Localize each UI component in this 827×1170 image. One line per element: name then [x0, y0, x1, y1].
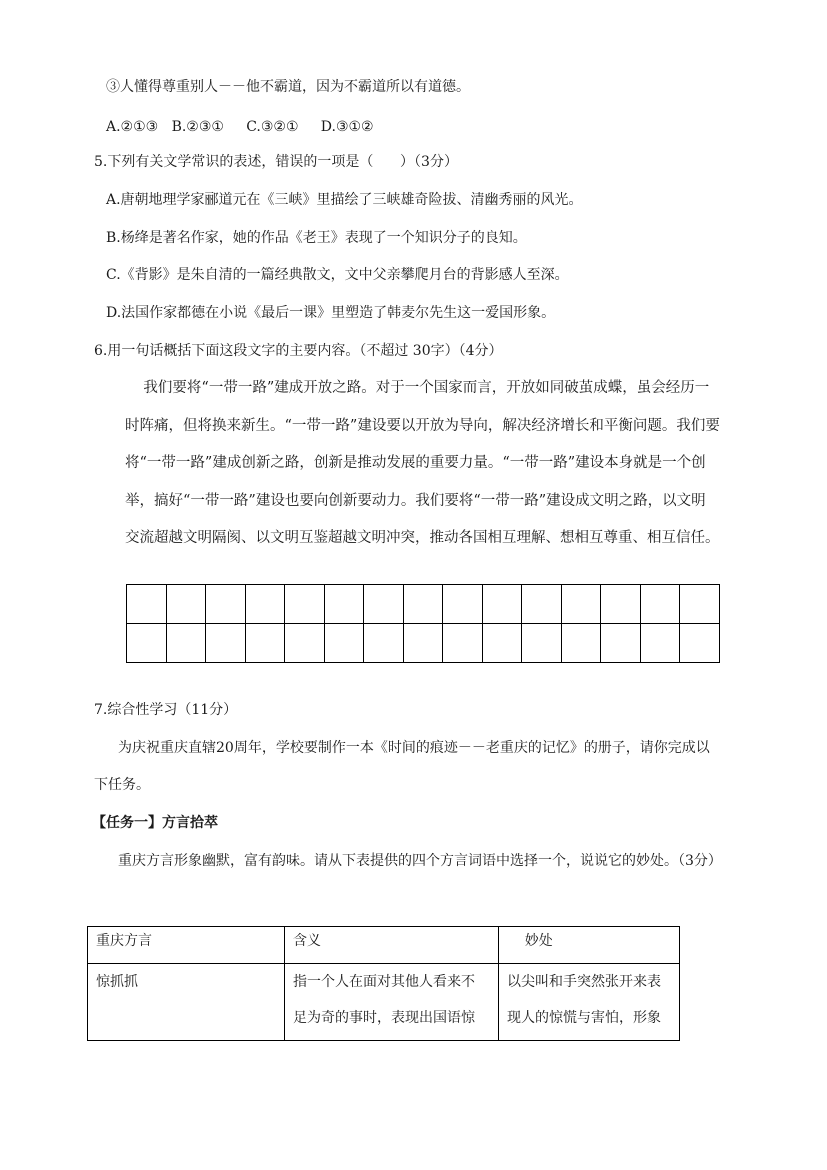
answer-cell[interactable] — [522, 585, 562, 624]
passage-line: 举，搞好“一带一路”建设也要向创新要动力。我们要将“一带一路”建设成文明之路，以文明 — [125, 492, 706, 509]
passage-line: 我们要将“一带一路”建成开放之路。对于一个国家而言，开放如同破茧成蝶，虽会经历一 — [125, 380, 710, 396]
answer-cell[interactable] — [522, 624, 562, 663]
answer-grid — [126, 584, 720, 663]
answer-cell[interactable] — [561, 624, 601, 663]
answer-cell[interactable] — [482, 585, 522, 624]
answer-cell[interactable] — [482, 624, 522, 663]
answer-cell[interactable] — [166, 585, 206, 624]
meaning-cell — [285, 964, 499, 1041]
task1-text: 重庆方言形象幽默，富有韵味。请从下表提供的四个方言词语中选择一个，说说它的妙处。（3分） — [118, 853, 722, 869]
meaning-line: 指一个人在面对其他人看来不 — [293, 974, 475, 990]
q4-item3: ③人懂得尊重别人－－他不霸道，因为不霸道所以有道德。 — [106, 79, 470, 95]
answer-cell[interactable] — [324, 585, 364, 624]
answer-cell[interactable] — [285, 585, 325, 624]
q5-option-c: C.《背影》是朱自清的一篇经典散文，文中父亲攀爬月台的背影感人至深。 — [106, 267, 569, 283]
answer-cell[interactable] — [601, 624, 641, 663]
q5-option-b: B.杨绛是著名作家，她的作品《老王》表现了一个知识分子的良知。 — [106, 230, 527, 246]
answer-cell[interactable] — [206, 585, 246, 624]
answer-cell[interactable] — [324, 624, 364, 663]
header-dialect: 重庆方言 — [88, 927, 285, 964]
header-merit: 妙处 — [499, 927, 680, 964]
answer-cell[interactable] — [245, 585, 285, 624]
answer-cell[interactable] — [403, 585, 443, 624]
merit-line: 以尖叫和手突然张开来表 — [507, 974, 661, 990]
answer-cell[interactable] — [245, 624, 285, 663]
table-row — [88, 964, 680, 1041]
answer-grid-row — [127, 624, 720, 663]
answer-cell[interactable] — [640, 624, 680, 663]
q6-passage — [125, 370, 725, 558]
answer-cell[interactable] — [443, 624, 483, 663]
q7-intro-line: 下任务。 — [94, 777, 150, 793]
answer-cell[interactable] — [364, 585, 404, 624]
merit-cell — [499, 964, 680, 1041]
dialect-cell: 惊抓抓 — [88, 964, 285, 1041]
answer-cell[interactable] — [443, 585, 483, 624]
q5-stem: 5.下列有关文学常识的表述，错误的一项是（ ）（3分） — [94, 154, 458, 170]
answer-cell[interactable] — [127, 585, 167, 624]
q7-stem: 7.综合性学习（11分） — [94, 702, 238, 718]
answer-cell[interactable] — [166, 624, 206, 663]
meaning-line: 足为奇的事时，表现出国语惊 — [293, 1010, 475, 1026]
task1-title: 【任务一】方言拾萃 — [92, 815, 218, 831]
answer-cell[interactable] — [680, 585, 720, 624]
answer-cell[interactable] — [601, 585, 641, 624]
answer-cell[interactable] — [206, 624, 246, 663]
answer-cell[interactable] — [127, 624, 167, 663]
answer-cell[interactable] — [285, 624, 325, 663]
passage-line: 交流超越文明隔阂、以文明互鉴超越文明冲突，推动各国相互理解、想相互尊重、相互信任。 — [125, 530, 720, 547]
answer-cell[interactable] — [640, 585, 680, 624]
q4-options: A.②①③ B.②③① C.③②① D.③①② — [106, 119, 374, 135]
answer-grid-row — [127, 585, 720, 624]
q5-option-a: A.唐朝地理学家郦道元在《三峡》里描绘了三峡雄奇险拔、清幽秀丽的风光。 — [106, 192, 583, 208]
passage-line: 将“一带一路”建成创新之路，创新是推动发展的重要力量。“一带一路”建设本身就是一个创 — [125, 455, 706, 472]
answer-cell[interactable] — [680, 624, 720, 663]
dialect-table — [87, 926, 680, 1041]
q7-intro-line: 为庆祝重庆直辖20周年，学校要制作一本《时间的痕迹－－老重庆的记忆》的册子，请你完成以 — [118, 740, 710, 756]
answer-cell[interactable] — [364, 624, 404, 663]
q6-stem: 6.用一句话概括下面这段文字的主要内容。（不超过 30字）（4分） — [94, 343, 503, 359]
passage-line: 时阵痛，但将换来新生。“一带一路”建设要以开放为导向，解决经济增长和平衡问题。我们要 — [125, 417, 720, 434]
dialect-table-header — [88, 927, 680, 964]
q5-option-d: D.法国作家都德在小说《最后一课》里塑造了韩麦尔先生这一爱国形象。 — [106, 305, 556, 321]
merit-line: 现人的惊慌与害怕，形象 — [507, 1010, 661, 1026]
answer-cell[interactable] — [403, 624, 443, 663]
header-meaning: 含义 — [285, 927, 499, 964]
answer-cell[interactable] — [561, 585, 601, 624]
